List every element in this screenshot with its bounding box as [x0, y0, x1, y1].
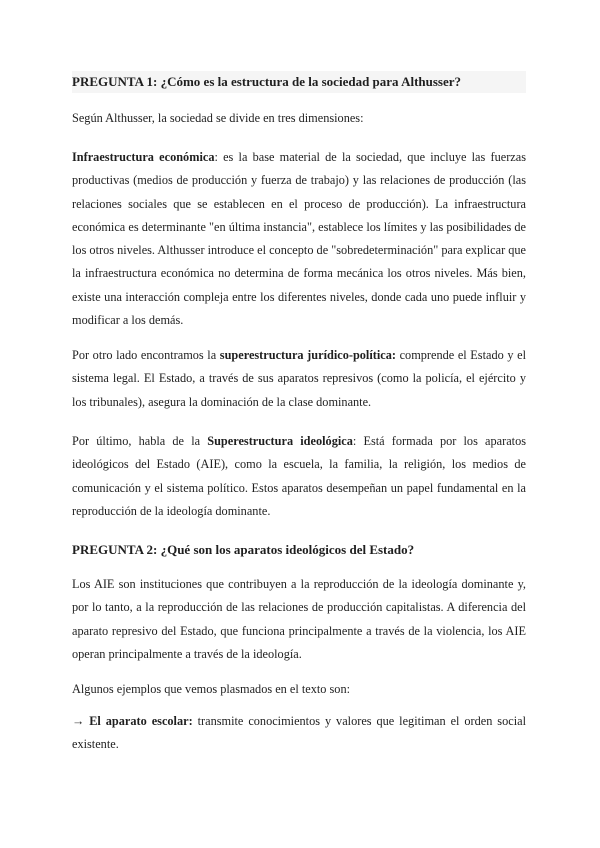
q1-p3-pre: Por último, habla de la — [72, 434, 208, 448]
q2-bullet-aparato-escolar — [72, 710, 526, 757]
question-1-heading: PREGUNTA 1: ¿Cómo es la estructura de la sociedad para Althusser? — [72, 71, 526, 93]
q1-paragraph-infraestructura — [72, 146, 526, 332]
q2-bullet-text: transmite conocimientos y valores que legitiman el orden social existente. — [72, 714, 526, 752]
q1-paragraph-superestructura-juridica — [72, 344, 526, 414]
q2-paragraph-aie: Los AIE son instituciones que contribuyen a la reproducción de la ideología dominante y, por lo tanto, a la reproducción de las relaciones de producción capitalistas. A diferencia del aparato represivo del Estado, que funciona principalmente a través de la violencia, los AIE operan principalmente a través de la ideología. — [72, 577, 526, 661]
q1-p2-pre: Por otro lado encontramos la — [72, 348, 220, 362]
q1-p2-text: comprende el Estado y el sistema legal. El Estado, a través de sus aparatos represivos (como la policía, el ejército y los tribunales), asegura la dominación de la clase dominante. — [72, 348, 526, 409]
q2-examples-intro: Algunos ejemplos que vemos plasmados en el texto son: — [72, 682, 351, 696]
term-superestructura-juridica: superestructura jurídico-política: — [219, 348, 396, 362]
q1-intro: Según Althusser, la sociedad se divide en tres dimensiones: — [72, 111, 364, 125]
arrow-bullet-icon: → — [72, 714, 85, 728]
question-2-heading: PREGUNTA 2: ¿Qué son los aparatos ideológicos del Estado? — [72, 542, 415, 557]
q1-p3-text: : Está formada por los aparatos ideológicos del Estado (AIE), como la escuela, la familia, la religión, los medios de comunicación y el sistema político. Estos aparatos desempeñan un papel fundamental en la reproducción de la ideología dominante. — [72, 434, 527, 518]
q1-p1-text: : es la base material de la sociedad, que incluye las fuerzas productivas (medios de producción y fuerza de trabajo) y las relaciones de producción (las relaciones sociales que se establecen en el proceso de producción). La infraestructura económica es determinante "en última instancia", establece los límites y las posibilidades de los otros niveles. Althusser introduce el concepto de "sobredeterminación" para explicar que la infraestructura económica no determina de forma mecánica los otros niveles. Más bien, existe una interacción compleja entre los diferentes niveles, donde cada uno puede influir y modificar a los demás. — [72, 150, 526, 328]
q1-paragraph-superestructura-ideologica — [72, 430, 526, 523]
term-superestructura-ideologica: Superestructura ideológica — [207, 434, 353, 448]
term-aparato-escolar: El aparato escolar: — [89, 714, 193, 728]
term-infraestructura: Infraestructura económica — [72, 150, 215, 164]
